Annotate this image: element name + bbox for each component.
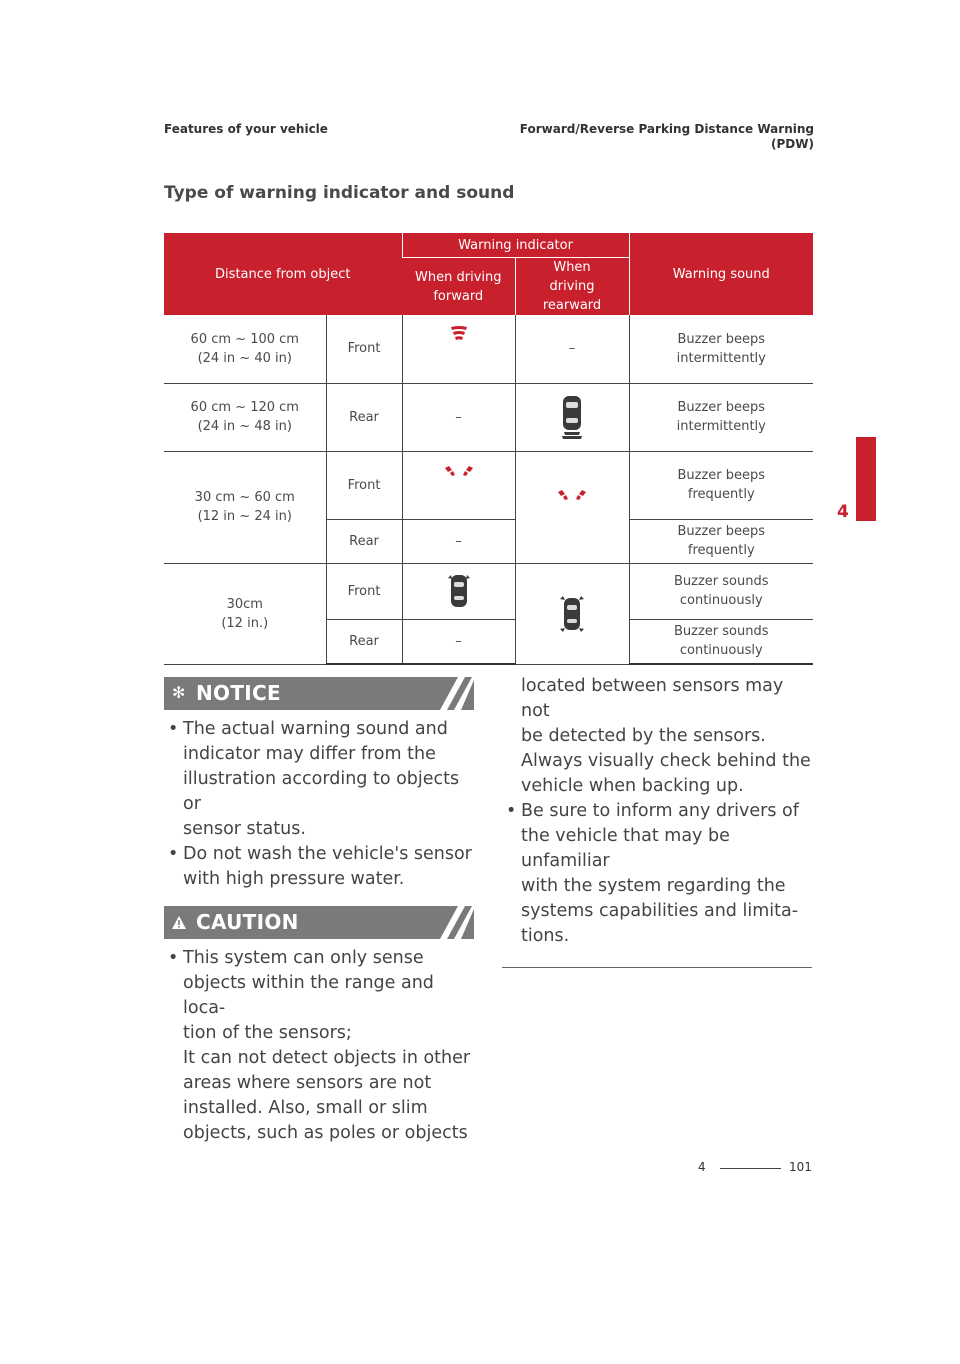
running-header-chapter: Features of your vehicle [164,122,328,136]
sound-cell: Buzzer beeps intermittently [629,383,813,451]
running-header-section [520,122,814,152]
position-cell: Front [326,563,402,619]
running-header-line-2: (PDW) [771,137,814,151]
chapter-tab [856,437,876,521]
forward-indicator-cell: – [402,619,515,664]
caution-banner [164,906,474,939]
header-rearward: When driving rearward [515,258,629,316]
rearward-indicator-cell [515,451,629,563]
sound-cell: Buzzer beeps frequently [629,519,813,563]
table-row [164,383,813,451]
sound-cell: Buzzer beeps frequently [629,451,813,519]
front-corner-marks-icon [444,465,474,477]
sound-cell: Buzzer beeps intermittently [629,315,813,383]
table-row [164,451,813,519]
slash-stripes-icon [424,906,474,939]
rearward-indicator-cell [515,563,629,664]
distance-cell: 30cm (12 in.) [164,563,326,664]
rearward-indicator-cell: – [515,315,629,383]
distance-cell: 60 cm ~ 120 cm (24 in ~ 48 in) [164,383,326,451]
header-distance: Distance from object [164,233,402,315]
footer-chapter: 4 [698,1160,706,1174]
chapter-tab-number: 4 [837,502,849,522]
list-item: • This system can only sense objects within the range and loca- tion of the sensors; It can not detect objects in other areas where sensors are not installed. Also, small or slim objects, such as poles or objects [168,948,471,1143]
header-forward: When driving forward [402,258,515,316]
caution-continued-list [502,674,812,949]
position-cell: Rear [326,383,402,451]
sound-cell: Buzzer sounds continuously [629,563,813,619]
sound-cell: Buzzer sounds continuously [629,619,813,664]
car-rear-arc-icon [560,394,584,440]
distance-cell: 60 cm ~ 100 cm (24 in ~ 40 in) [164,315,326,383]
forward-indicator-cell [402,315,515,383]
list-item: located between sensors may not be detected by the sensors. Always visually check behind the vehicle when backing up. [521,676,811,796]
position-cell: Rear [326,519,402,563]
forward-indicator-cell [402,451,515,519]
list-item: • Do not wash the vehicle's sensor with high pressure water. [168,844,472,889]
rearward-indicator-cell [515,383,629,451]
caution-title: CAUTION [196,910,299,934]
caution-list [164,946,474,1146]
footer-page-number: 101 [789,1160,812,1174]
header-sound: Warning sound [629,233,813,315]
header-indicator: Warning indicator [402,233,629,258]
car-front-sensors-icon [448,572,470,610]
distance-cell: 30 cm ~ 60 cm (12 in ~ 24 in) [164,451,326,563]
table-row [164,315,813,383]
running-header-line-1: Forward/Reverse Parking Distance Warning [519,122,814,136]
notice-banner [164,677,474,710]
position-cell: Front [326,315,402,383]
section-title: Type of warning indicator and sound [164,183,515,203]
caution-divider [502,967,812,968]
notice-star-icon: ✻ [172,683,186,702]
table-row [164,563,813,619]
warning-table [164,233,813,665]
front-arc-icon [449,325,469,341]
slash-stripes-icon [424,677,474,710]
position-cell: Front [326,451,402,519]
position-cell: Rear [326,619,402,664]
car-all-sensors-icon [560,593,584,635]
notice-title: NOTICE [196,681,281,705]
warning-triangle-icon [172,916,186,929]
notice-list [164,717,474,892]
forward-indicator-cell: – [402,383,515,451]
caution-box [164,906,474,1146]
forward-indicator-cell [402,563,515,619]
rear-corner-marks-icon [557,489,587,501]
list-item: • Be sure to inform any drivers of the vehicle that may be unfamiliar with the system regarding the systems capabilities and limita- tions. [506,801,799,946]
footer-rule [720,1168,781,1169]
forward-indicator-cell: – [402,519,515,563]
caution-continued [502,674,812,968]
notice-box [164,677,474,911]
list-item: • The actual warning sound and indicator may differ from the illustration according to objects or sensor status. [168,719,460,839]
